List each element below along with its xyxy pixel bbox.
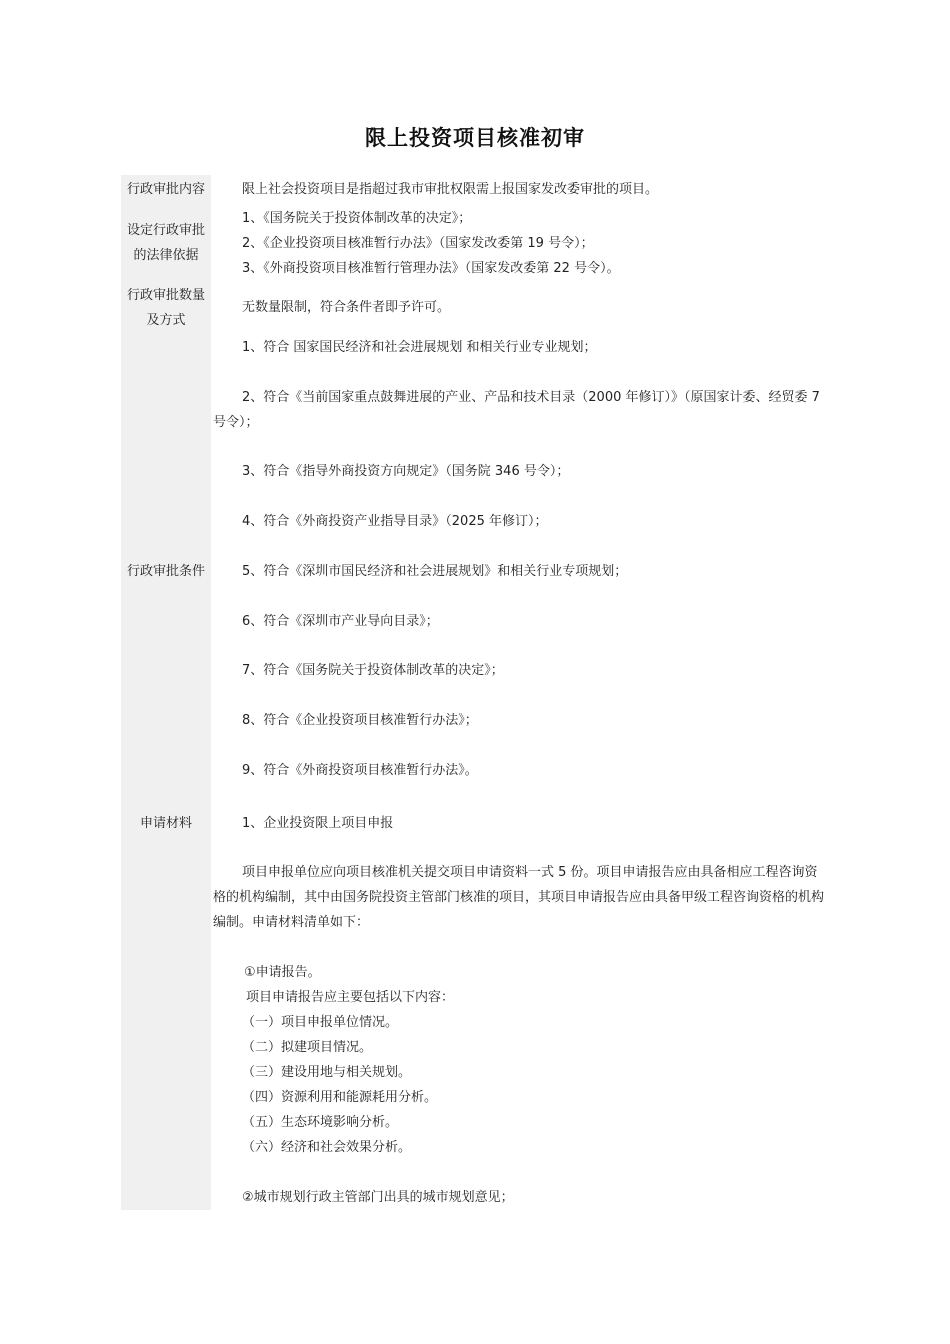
condition-item: 7、符合《国务院关于投资体制改革的决定》； (242, 663, 504, 678)
condition-item: 5、符合《深圳市国民经济和社会进展规划》和相关行业专项规划； (242, 564, 628, 579)
label-materials: 申请材料 (139, 816, 192, 831)
condition-item: 2、符合《当前国家重点鼓舞进展的产业、产品和技术目录（2000 年修订）》（原国家计委、经贸委 7 号令）； (213, 390, 820, 430)
basis-item: 1、《国务院关于投资体制改革的决定》； (242, 211, 472, 226)
report-content-item: （一）项目申报单位情况。 (242, 1015, 399, 1030)
report-content-item: （二）拟建项目情况。 (242, 1040, 373, 1055)
label-quantity-line1: 行政审批数量 (126, 288, 205, 303)
label-quantity-line2: 及方式 (146, 313, 186, 328)
report-content-item: （四）资源利用和能源耗用分析。 (242, 1090, 438, 1105)
materials-intro: 项目申报单位应向项目核准机关提交项目申请资料一式 5 份。项目申请报告应由具备相应工程咨询资格的机构编制，其中由国务院投资主管部门核准的项目，其项目申请报告应由具备甲级工程咨询资格的机构编制。申请材料清单如下： (213, 865, 825, 930)
page-title: 限上投资项目核准初审 (365, 126, 585, 150)
report-content-item: （三）建设用地与相关规划。 (242, 1065, 412, 1080)
material-report-desc: 项目申请报告应主要包括以下内容： (246, 990, 455, 1005)
material-item-report: ①申请报告。 (244, 965, 321, 980)
report-content-item: （五）生态环境影响分析。 (242, 1115, 399, 1130)
materials-heading: 1、企业投资限上项目申报 (242, 816, 394, 831)
label-legal-basis-line1: 设定行政审批 (126, 223, 205, 238)
report-content-item: （六）经济和社会效果分析。 (242, 1140, 412, 1155)
content-text: 限上社会投资项目是指超过我市审批权限需上报国家发改委审批的项目。 (242, 182, 659, 197)
condition-item: 8、符合《企业投资项目核准暂行办法》； (242, 713, 478, 728)
condition-item: 9、符合《外商投资项目核准暂行办法》。 (242, 763, 478, 778)
condition-item: 4、符合《外商投资产业指导目录》（2025 年修订）； (242, 514, 548, 529)
condition-item: 1、符合 国家国民经济和社会进展规划 和相关行业专业规划； (242, 340, 597, 355)
material-item-planning: ②城市规划行政主管部门出具的城市规划意见； (242, 1190, 514, 1205)
label-legal-basis-line2: 的法律依据 (133, 248, 199, 263)
basis-item: 3、《外商投资项目核准暂行管理办法》（国家发改委第 22 号令）。 (242, 261, 620, 276)
condition-item: 3、符合《指导外商投资方向规定》（国务院 346 号令）； (242, 464, 570, 479)
quantity-text: 无数量限制，符合条件者即予许可。 (242, 300, 451, 315)
label-conditions: 行政审批条件 (126, 564, 205, 579)
basis-item: 2、《企业投资项目核准暂行办法》（国家发改委第 19 号令）； (242, 236, 594, 251)
condition-item: 6、符合《深圳市产业导向目录》； (242, 614, 439, 629)
label-content: 行政审批内容 (126, 182, 205, 197)
